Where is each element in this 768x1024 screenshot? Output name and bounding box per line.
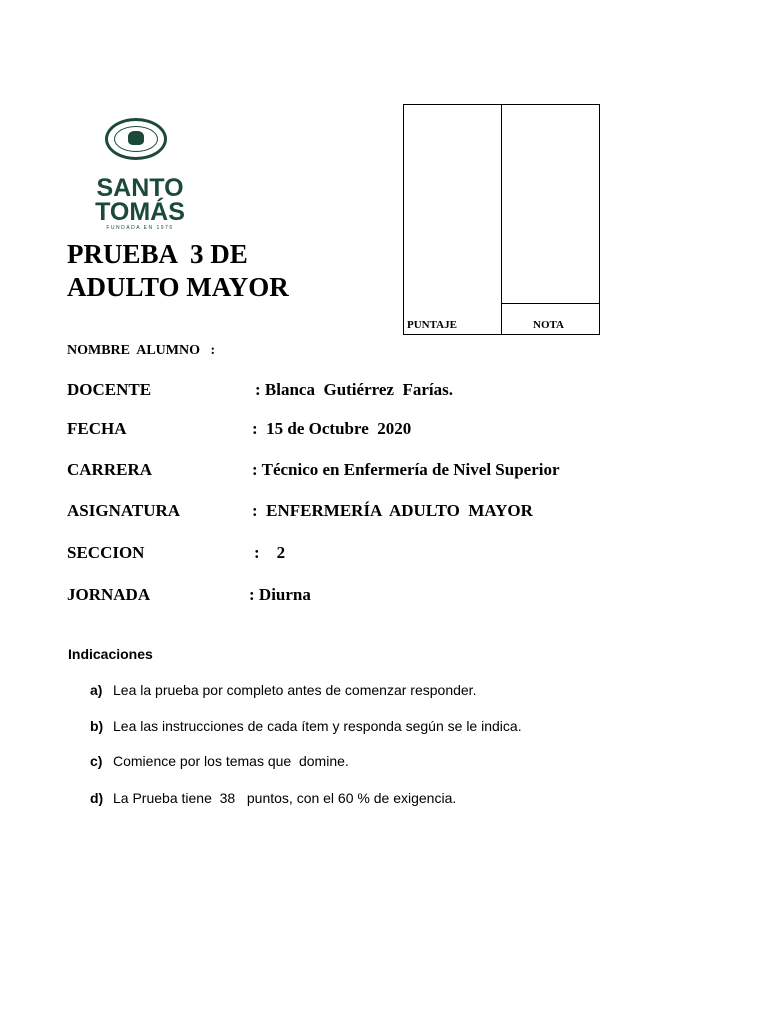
fecha-value: : 15 de Octubre 2020 bbox=[252, 419, 412, 438]
docente-value: : Blanca Gutiérrez Farías. bbox=[255, 380, 453, 399]
puntaje-label: PUNTAJE bbox=[407, 319, 457, 331]
santo-tomas-logo bbox=[82, 110, 198, 234]
fecha-label: FECHA bbox=[67, 419, 127, 438]
seccion-value: : 2 bbox=[254, 543, 286, 562]
docente-label: DOCENTE bbox=[67, 380, 152, 399]
nota-label: NOTA bbox=[533, 319, 564, 331]
nombre-row bbox=[67, 343, 216, 375]
logo-word-2: TOMÁS bbox=[95, 198, 185, 226]
carrera-label: CARRERA bbox=[67, 460, 152, 479]
list-marker: d) bbox=[90, 790, 104, 806]
logo-tagline: FUNDADA EN 1976 bbox=[106, 225, 174, 231]
list-text: Comience por los temas que domine. bbox=[113, 753, 349, 769]
list-marker: b) bbox=[90, 718, 104, 734]
list-item bbox=[90, 790, 457, 838]
grade-box bbox=[403, 104, 600, 335]
list-text: La Prueba tiene 38 puntos, con el 60 % de exigencia. bbox=[113, 790, 457, 806]
document-title bbox=[67, 238, 289, 304]
carrera-value: : Técnico en Enfermería de Nivel Superior bbox=[252, 460, 560, 479]
list-text: Lea la prueba por completo antes de comenzar responder. bbox=[113, 682, 477, 698]
jornada-value: : Diurna bbox=[249, 585, 311, 604]
jornada-row bbox=[67, 585, 311, 645]
logo-word-1: SANTO bbox=[96, 174, 184, 202]
indicaciones-heading: Indicaciones bbox=[68, 646, 153, 662]
nombre-label: NOMBRE ALUMNO : bbox=[67, 343, 216, 358]
list-marker: a) bbox=[90, 682, 103, 698]
nota-divider bbox=[501, 303, 599, 304]
asignatura-label: ASIGNATURA bbox=[67, 501, 181, 520]
seal-icon bbox=[105, 118, 167, 160]
list-marker: c) bbox=[90, 753, 103, 769]
title-line-1: PRUEBA 3 DE bbox=[67, 239, 248, 269]
seccion-label: SECCION bbox=[67, 543, 145, 562]
grade-box-divider bbox=[501, 105, 502, 334]
title-line-2: ADULTO MAYOR bbox=[67, 272, 289, 302]
list-text: Lea las instrucciones de cada ítem y responda según se le indica. bbox=[113, 718, 522, 734]
jornada-label: JORNADA bbox=[67, 585, 151, 604]
asignatura-value: : ENFERMERÍA ADULTO MAYOR bbox=[252, 501, 533, 520]
